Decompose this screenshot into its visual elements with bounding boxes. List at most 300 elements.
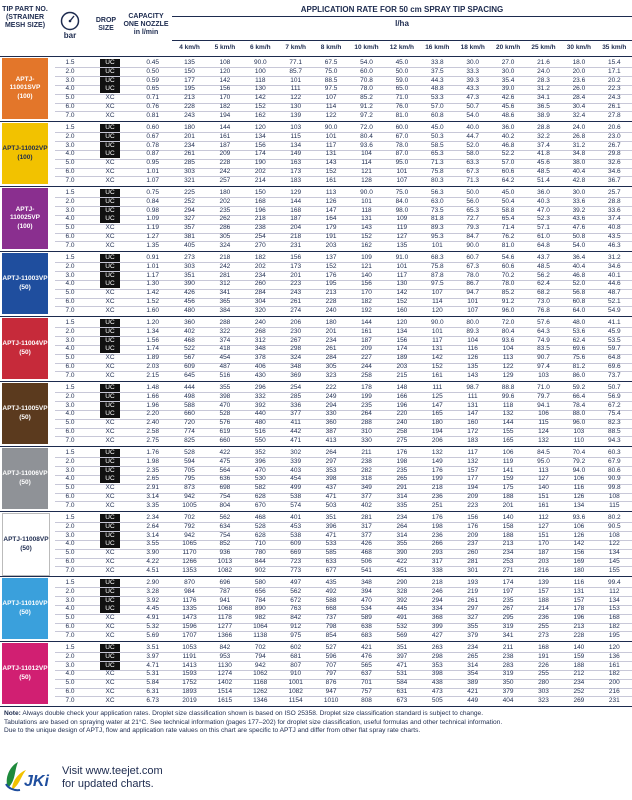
capacity-cell: 1.34 (146, 327, 159, 335)
rate-cell: 580 (254, 579, 266, 586)
rate-cell: 80.0 (466, 319, 480, 326)
pressure-cell: 7.0 (65, 371, 75, 379)
rate-cell: 314 (467, 661, 479, 669)
tip-mesh-size: (50) (20, 544, 32, 552)
table-row (55, 272, 632, 280)
tip-part-header: TIP PART NO. (STRAINER MESH SIZE) (2, 6, 48, 29)
rate-cell: 44.6 (607, 280, 621, 288)
table-row (55, 77, 632, 85)
rate-cell: 398 (325, 475, 337, 483)
table-row (55, 103, 632, 111)
pressure-cell: 1.5 (65, 189, 75, 196)
rate-cell: 264 (325, 449, 337, 456)
rate-cell: 261 (325, 345, 337, 353)
rate-cell: 144 (361, 319, 372, 326)
rate-cell: 131 (467, 401, 479, 409)
rate-cell: 222 (325, 384, 337, 391)
capacity-cell: 1.52 (146, 298, 159, 305)
rate-cell: 538 (290, 531, 302, 539)
rate-cell: 422 (219, 449, 231, 456)
rate-cell: 172 (467, 428, 479, 435)
rate-cell: 1005 (182, 501, 197, 509)
rate-cell: 114 (361, 159, 372, 167)
pressure-cell: 7.0 (65, 241, 75, 249)
rate-cell: 975 (290, 631, 302, 639)
pressure-cell: 3.0 (65, 661, 75, 669)
rate-cell: 336 (290, 401, 302, 409)
rate-cell: 176 (431, 514, 443, 521)
rate-cell: 85.2 (360, 94, 373, 102)
rate-cell: 291 (396, 484, 408, 492)
table-row (55, 354, 632, 362)
rate-cell: 156 (290, 254, 302, 261)
rate-cell: 42.8 (572, 176, 586, 184)
rate-cell: 70.4 (572, 449, 586, 456)
rate-cell: 164 (325, 215, 337, 223)
capacity-cell: 1.01 (146, 262, 159, 270)
rate-cell: 108 (608, 531, 620, 539)
drop-size-cell: UC (100, 198, 120, 206)
rate-cell: 288 (361, 419, 372, 427)
pressure-cell: 4.0 (65, 540, 75, 548)
rate-cell: 165 (431, 410, 443, 418)
rate-cell: 670 (254, 501, 266, 509)
tip-label-box (2, 318, 48, 379)
rate-cell: 317 (361, 522, 372, 530)
rate-cell: 168 (538, 644, 549, 651)
rate-cell: 263 (431, 644, 443, 651)
rate-cell: 498 (184, 392, 195, 400)
rate-cell: 631 (396, 688, 408, 695)
rate-cell: 1262 (253, 688, 268, 695)
rate-cell: 57.0 (501, 159, 515, 167)
rate-cell: 144 (219, 124, 231, 131)
rate-cell: 240 (325, 306, 337, 314)
table-row (55, 328, 632, 336)
rate-cell: 156 (467, 514, 479, 521)
rate-cell: 532 (396, 623, 408, 630)
rate-cell: 108 (219, 59, 231, 66)
rate-cell: 48.8 (430, 85, 444, 93)
rate-cell: 182 (254, 254, 266, 261)
rate-cell: 39.0 (501, 85, 515, 93)
rate-cell: 209 (467, 493, 479, 500)
rate-cell: 480 (254, 419, 266, 427)
rate-cell: 50.7 (607, 384, 621, 391)
rate-cell: 104 (502, 345, 514, 353)
rate-cell: 140 (573, 644, 585, 651)
rate-cell: 27.8 (607, 111, 621, 119)
rate-cell: 118 (361, 206, 372, 214)
pressure-cell: 4.0 (65, 670, 75, 678)
pressure-cell: 4.0 (65, 85, 75, 93)
tip-label-box (2, 513, 50, 576)
visit-text (62, 765, 163, 791)
rate-cell: 180 (184, 124, 195, 131)
rate-cell: 128 (361, 176, 372, 184)
rate-cell: 178 (361, 384, 372, 391)
rate-cell: 26.0 (572, 85, 586, 93)
rate-cell: 108 (608, 493, 620, 500)
table-row (55, 177, 632, 185)
tip-mesh-size: (100) (17, 92, 33, 100)
drop-size-cell: XC (105, 679, 115, 687)
rate-cell: 158 (502, 522, 514, 530)
rate-cell: 890 (254, 605, 266, 613)
rate-cell: 80.4 (501, 327, 515, 335)
rate-cell: 314 (396, 531, 408, 539)
rate-cell: 40.4 (572, 262, 586, 270)
speed-label: 4 km/h (179, 44, 200, 51)
rate-cell: 18.0 (572, 59, 586, 66)
rate-cell: 131 (325, 150, 337, 158)
rate-cell: 160 (396, 306, 408, 314)
note-line-1: Always double check your application rates. Droplet size classification shown is based on ISO 25358. Droplet size classification standard is subject to change. (22, 710, 484, 717)
rate-cell: 71.4 (501, 224, 515, 232)
rate-cell: 209 (361, 345, 372, 353)
rate-cell: 129 (502, 371, 514, 379)
rate-cell: 936 (219, 549, 231, 557)
rate-cell: 470 (361, 596, 372, 604)
rate-cell: 426 (184, 289, 195, 297)
rate-cell: 774 (184, 428, 195, 435)
speed-label: 25 km/h (531, 44, 556, 51)
table-row (55, 579, 632, 587)
rate-cell: 360 (184, 319, 195, 326)
rate-cell: 157 (538, 587, 549, 595)
drop-size-cell: XC (105, 306, 115, 314)
drop-size-cell: UC (100, 59, 120, 67)
rate-cell: 67.9 (607, 457, 621, 465)
rate-cell: 324 (219, 241, 231, 249)
rate-cell: 238 (502, 652, 514, 660)
rate-cell: 131 (431, 345, 443, 353)
table-row (55, 523, 632, 531)
rate-cell: 131 (361, 215, 372, 223)
rate-cell: 281 (361, 514, 372, 521)
rate-cell: 50.0 (395, 67, 409, 75)
rate-cell: 198 (431, 522, 443, 530)
rate-cell: 294 (325, 401, 337, 409)
rate-cell: 260 (467, 549, 479, 557)
capacity-cell: 5.69 (146, 631, 159, 639)
rate-cell: 876 (325, 679, 337, 687)
rate-cell: 126 (325, 197, 337, 205)
rate-cell: 26.8 (572, 132, 586, 140)
rate-cell: 76.2 (501, 233, 515, 240)
rate-cell: 150 (254, 189, 266, 196)
rate-cell: 180 (325, 319, 337, 326)
rate-cell: 230 (290, 327, 302, 335)
visit-line-1[interactable]: Visit www.teejet.com (62, 765, 163, 777)
capacity-header: CAPACITY ONE NOZZLE in l/min (123, 13, 169, 36)
capacity-cell: 0.65 (146, 85, 159, 93)
rate-cell: 645 (184, 371, 195, 379)
rate-cell: 72.0 (501, 319, 515, 326)
rate-cell: 97.5 (430, 280, 444, 288)
tip-mesh-size: (50) (19, 283, 31, 291)
rate-cell: 43.5 (607, 233, 621, 240)
rate-cell: 301 (467, 566, 479, 574)
drop-size-cell: UC (100, 85, 120, 93)
rate-cell: 46.8 (572, 271, 586, 279)
drop-size-cell: XC (105, 94, 115, 102)
rate-cell: 47.3 (466, 94, 480, 102)
table-row (55, 289, 632, 297)
note-line-3: Due to the unique design of APTJ, flow and application rate values on this chart are specific to APTJ and differ from other flat spray rate charts. (4, 727, 421, 735)
rate-cell: 69.6 (572, 345, 586, 353)
drop-size-cell: XC (105, 233, 115, 240)
table-row (55, 319, 632, 327)
capacity-cell: 3.90 (146, 549, 159, 557)
table-header (0, 0, 632, 57)
capacity-cell: 1.17 (146, 271, 159, 279)
rate-cell: 110 (573, 436, 585, 444)
rate-cell: 223 (290, 280, 302, 288)
pressure-cell: 5.0 (65, 614, 75, 622)
rate-cell: 165 (502, 436, 514, 444)
rate-cell: 445 (396, 605, 408, 613)
rate-cell: 80.4 (360, 132, 373, 140)
rate-cell: 32.6 (607, 159, 621, 167)
drop-size-cell: UC (100, 540, 120, 548)
rate-cell: 349 (361, 484, 372, 492)
rate-cell: 202 (219, 197, 231, 205)
capacity-cell: 2.03 (146, 363, 159, 370)
rate-cell: 710 (254, 540, 266, 548)
rate-cell: 87.0 (395, 150, 409, 158)
rate-cell: 294 (431, 596, 443, 604)
table-row (55, 484, 632, 492)
rate-cell: 628 (254, 493, 266, 500)
rate-cell: 191 (538, 652, 549, 660)
rate-cell: 541 (361, 566, 372, 574)
rate-cell: 451 (396, 566, 408, 574)
drop-size-cell: UC (100, 393, 120, 401)
rate-cell: 183 (290, 176, 302, 184)
capacity-cell: 0.84 (146, 197, 159, 205)
table-row (55, 623, 632, 631)
rate-cell: 1082 (217, 566, 233, 574)
table-row (55, 588, 632, 596)
note-label: Note: (4, 710, 21, 717)
speed-label: 7 km/h (285, 44, 306, 51)
capacity-cell: 2.65 (146, 475, 159, 483)
table-row (55, 150, 632, 158)
rate-cell: 45.9 (607, 327, 621, 335)
table-row (55, 384, 632, 392)
rate-cell: 280 (538, 679, 549, 687)
rate-cell: 754 (219, 531, 231, 539)
rate-cell: 303 (538, 688, 549, 695)
rate-cell: 34.8 (572, 150, 586, 158)
rate-cell: 398 (219, 392, 231, 400)
rate-cell: 120 (608, 644, 620, 651)
rate-cell: 38.0 (572, 159, 586, 167)
rate-cell: 201 (184, 132, 195, 140)
rate-cell: 216 (608, 688, 620, 695)
rate-cell: 569 (396, 631, 408, 639)
rate-cell: 151 (538, 531, 549, 539)
rate-cell: 85.2 (501, 289, 515, 297)
pressure-cell: 1.5 (65, 124, 75, 131)
rate-cell: 401 (290, 514, 302, 521)
rate-cell: 30.4 (572, 103, 586, 110)
rate-cell: 134 (608, 549, 620, 557)
capacity-cell: 3.14 (146, 493, 159, 500)
rate-cell: 226 (538, 661, 549, 669)
rate-cell: 135 (396, 241, 408, 249)
pressure-cell: 7.0 (65, 631, 75, 639)
rate-cell: 638 (361, 623, 372, 630)
pressure-cell: 2.0 (65, 392, 75, 400)
rate-cell: 516 (254, 428, 266, 435)
rate-cell: 503 (325, 501, 337, 509)
rate-cell: 413 (325, 436, 337, 444)
rate-cell: 1707 (182, 631, 197, 639)
rate-cell: 219 (467, 587, 479, 595)
pressure-cell: 2.0 (65, 457, 75, 465)
pressure-cell: 7.0 (65, 176, 75, 184)
rate-cell: 142 (573, 540, 585, 548)
rate-cell: 179 (325, 224, 337, 232)
rate-cell: 71.0 (537, 384, 550, 391)
rate-cell: 170 (538, 540, 549, 548)
rate-cell: 22.3 (607, 85, 621, 93)
drop-size-cell: UC (100, 458, 120, 466)
rate-cell: 218 (219, 254, 231, 261)
rate-cell: 188 (502, 493, 514, 500)
pressure-cell: 7.0 (65, 696, 75, 704)
rate-cell: 177 (467, 475, 479, 483)
rate-cell: 797 (325, 670, 337, 678)
rate-cell: 236 (431, 531, 443, 539)
tip-group (0, 122, 632, 185)
rate-cell: 150 (184, 67, 195, 75)
pressure-cell: 1.5 (65, 384, 75, 391)
rate-cell: 398 (431, 670, 443, 678)
speed-label: 8 km/h (320, 44, 342, 51)
rate-cell: 516 (219, 371, 231, 379)
rate-cell: 1413 (182, 661, 197, 669)
rate-cell: 148 (396, 384, 408, 391)
rate-cell: 34.1 (537, 94, 550, 102)
rate-cell: 160 (467, 419, 479, 427)
rate-cell: 421 (361, 644, 372, 651)
rate-cell: 197 (502, 587, 514, 595)
rate-cell: 45.0 (430, 124, 444, 131)
rate-cell: 202 (254, 262, 266, 270)
rate-cell: 69.6 (607, 363, 621, 370)
drop-size-header: DROP SIZE (95, 17, 117, 32)
rate-cell: 677 (325, 566, 337, 574)
rate-cell: 60.0 (360, 67, 373, 75)
rate-cell: 135 (467, 363, 479, 370)
rate-cell: 156 (254, 141, 266, 149)
rate-cell: 47.0 (537, 206, 550, 214)
rate-cell: 176 (431, 466, 443, 474)
capacity-cell: 1.20 (146, 319, 159, 326)
rate-cell: 66.4 (572, 392, 586, 400)
rate-cell: 134 (608, 596, 620, 604)
rate-cell: 384 (219, 306, 231, 314)
rate-cell: 147 (467, 410, 479, 418)
rate-cell: 228 (184, 103, 195, 110)
rate-cell: 211 (502, 644, 514, 651)
rate-cell: 418 (219, 345, 231, 353)
rate-cell: 348 (254, 345, 266, 353)
rate-cell: 723 (290, 558, 302, 565)
table-row (55, 233, 632, 241)
rate-cell: 264 (361, 410, 372, 418)
tip-part-number: APTJ-11003VP (2, 275, 48, 282)
rate-cell: 392 (254, 401, 266, 409)
rate-cell: 701 (361, 679, 372, 687)
tip-part-number: APTJ-11008VP (3, 536, 49, 543)
rate-cell: 116 (467, 345, 478, 353)
rate-cell: 88.0 (572, 410, 586, 418)
rate-cell: 673 (396, 696, 408, 704)
rate-cell: 40.3 (537, 197, 550, 205)
rate-cell: 394 (361, 587, 372, 595)
rate-cell: 35.4 (501, 76, 515, 84)
rate-cell: 64.8 (537, 241, 550, 249)
rate-cell: 528 (254, 522, 266, 530)
rate-cell: 348 (361, 579, 372, 586)
rate-cell: 953 (219, 652, 231, 660)
table-row (55, 597, 632, 605)
rate-cell: 111 (432, 384, 443, 391)
rate-cell: 68.2 (537, 289, 550, 297)
rate-cell: 36.0 (537, 189, 550, 196)
rate-cell: 260 (254, 280, 266, 288)
rate-cell: 304 (254, 298, 266, 305)
rate-cell: 228 (325, 298, 337, 305)
drop-size-cell: UC (100, 605, 120, 613)
capacity-cell: 0.87 (146, 150, 159, 158)
drop-size-cell: UC (100, 402, 120, 410)
rate-cell: 204 (290, 224, 302, 232)
capacity-cell: 1.66 (146, 392, 159, 400)
rate-cell: 104 (361, 150, 372, 158)
rate-cell: 912 (290, 623, 302, 630)
rate-cell: 101 (431, 241, 443, 249)
table-row (55, 475, 632, 483)
rate-cell: 36.4 (572, 254, 586, 261)
rate-cell: 75.0 (395, 189, 409, 196)
rate-cell: 353 (325, 466, 337, 474)
rate-cell: 565 (361, 661, 372, 669)
rate-cell: 60.3 (607, 449, 621, 456)
rate-cell: 152 (325, 262, 337, 270)
rate-cell: 28.8 (607, 197, 621, 205)
rate-cell: 94.0 (572, 466, 586, 474)
capacity-cell: 2.64 (146, 522, 159, 530)
rate-cell: 88.5 (607, 428, 621, 435)
rate-cell: 453 (290, 522, 302, 530)
rate-cell: 70.2 (501, 271, 515, 279)
rate-cell: 476 (361, 652, 372, 660)
rate-cell: 41.1 (607, 319, 621, 326)
rate-cell: 83.5 (537, 345, 550, 353)
rate-cell: 95.3 (430, 233, 444, 240)
capacity-cell: 1.09 (146, 215, 159, 223)
table-row (55, 159, 632, 167)
table-row (55, 449, 632, 457)
rate-cell: 807 (290, 661, 302, 669)
rate-cell: 235 (361, 401, 372, 409)
rate-cell: 85.7 (289, 67, 303, 75)
